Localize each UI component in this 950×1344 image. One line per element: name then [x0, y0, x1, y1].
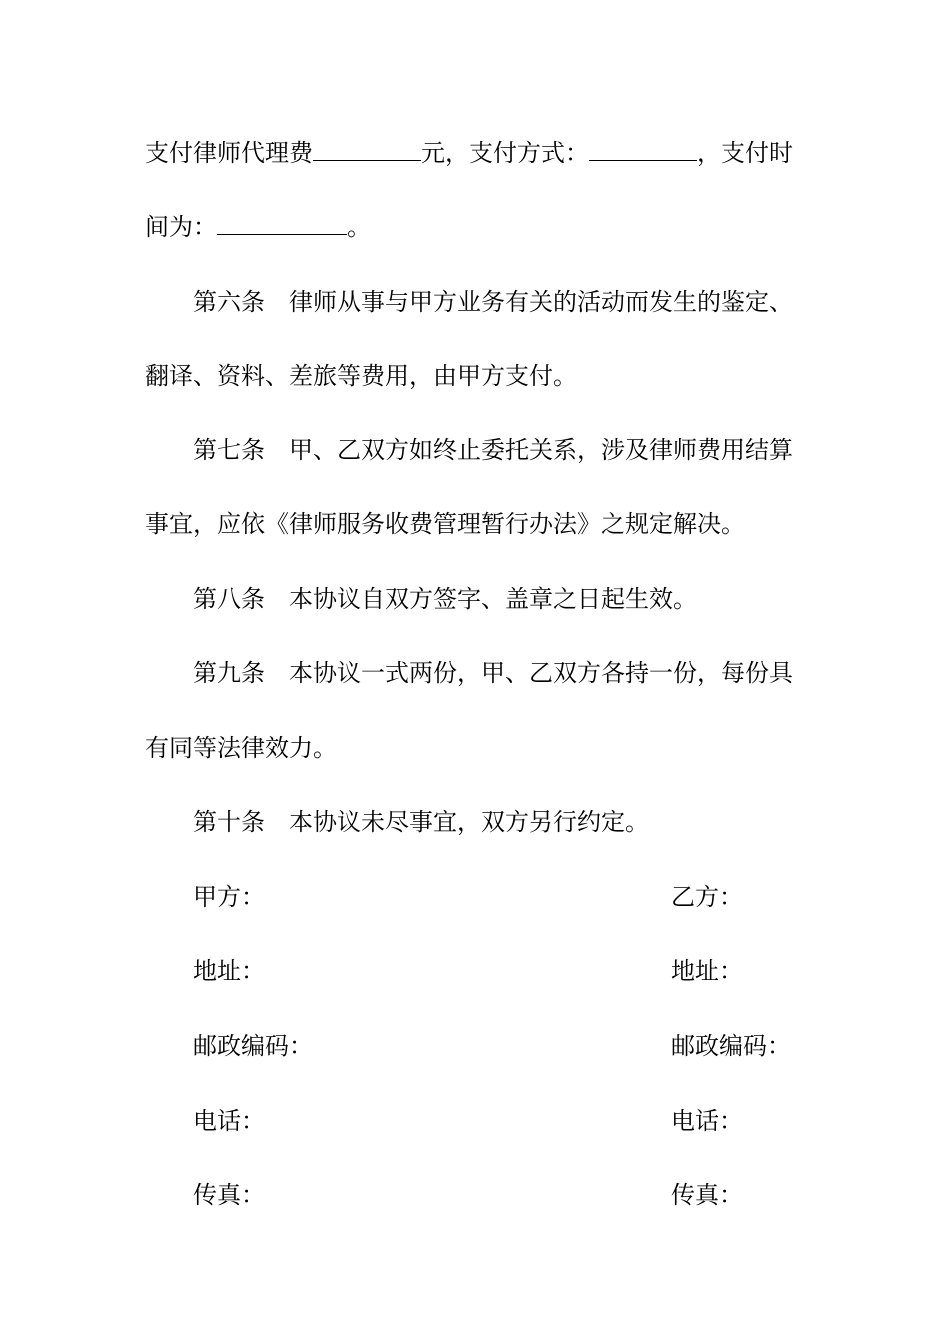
- payment-time-label-start: ，支付时: [697, 139, 793, 167]
- article-6-line-2: 翻译、资料、差旅等费用，由甲方支付。: [145, 362, 577, 390]
- party-b-fax-label: 传真：: [671, 1181, 743, 1209]
- article-9-line-1: 第九条 本协议一式两份，甲、乙双方各持一份，每份具: [193, 659, 793, 687]
- article-9-line-2: 有同等法律效力。: [145, 734, 337, 762]
- party-b-label: 乙方：: [671, 883, 743, 911]
- fee-label: 支付律师代理费: [145, 139, 313, 167]
- party-a-postal-label: 邮政编码：: [193, 1032, 313, 1060]
- article-7-line-1: 第七条 甲、乙双方如终止委托关系，涉及律师费用结算: [193, 436, 793, 464]
- fee-amount-blank[interactable]: [313, 138, 421, 161]
- party-b-address-label: 地址：: [671, 957, 743, 985]
- fee-line: [145, 136, 793, 170]
- party-a-label: 甲方：: [193, 883, 265, 911]
- article-8-line-1: 第八条 本协议自双方签字、盖章之日起生效。: [193, 585, 697, 613]
- article-7-line-2: 事宜，应依《律师服务收费管理暂行办法》之规定解决。: [145, 510, 745, 538]
- party-a-phone-label: 电话：: [193, 1107, 265, 1135]
- article-6-line-1: 第六条 律师从事与甲方业务有关的活动而发生的鉴定、: [193, 288, 793, 316]
- party-a-fax-label: 传真：: [193, 1181, 265, 1209]
- article-10-line-1: 第十条 本协议未尽事宜，双方另行约定。: [193, 808, 649, 836]
- payment-time-blank[interactable]: [217, 212, 347, 235]
- payment-method-blank[interactable]: [589, 138, 697, 161]
- time-line: [145, 210, 371, 244]
- party-a-address-label: 地址：: [193, 957, 265, 985]
- party-b-postal-label: 邮政编码：: [671, 1032, 791, 1060]
- payment-method-label: 元，支付方式：: [421, 139, 589, 167]
- payment-time-label-end: 间为：: [145, 213, 217, 241]
- party-b-phone-label: 电话：: [671, 1107, 743, 1135]
- time-line-period: 。: [347, 213, 371, 241]
